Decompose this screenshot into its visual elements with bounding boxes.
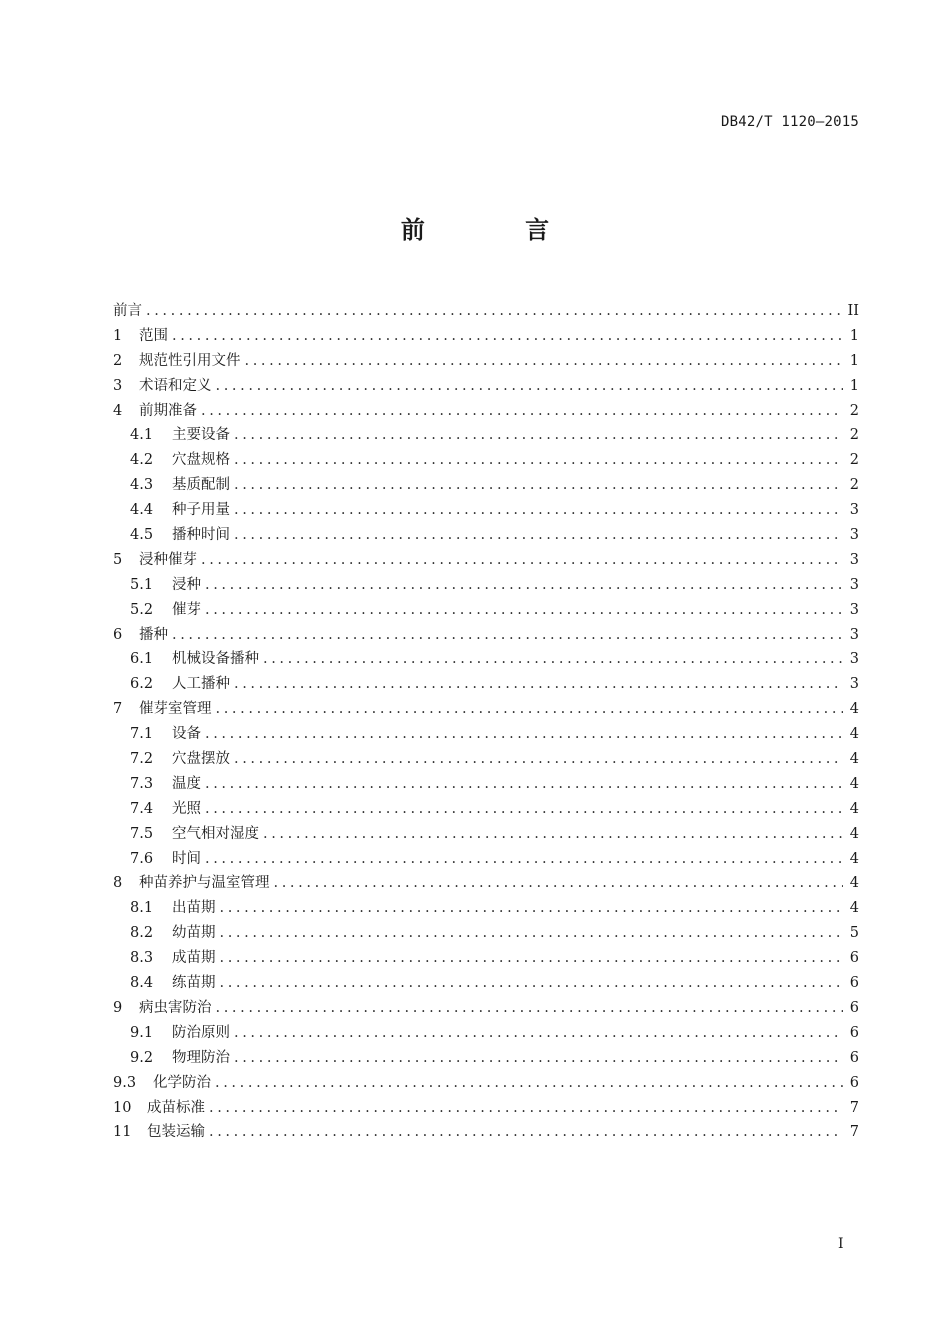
toc-entry-page: 5	[849, 925, 859, 942]
toc-entry-number: 3	[113, 377, 123, 394]
toc-dot-leader	[205, 801, 843, 817]
toc-entry-page: 6	[849, 1049, 859, 1066]
toc-dot-leader	[234, 477, 843, 493]
toc-entry-page: 6	[849, 1024, 859, 1041]
toc-entry-page: 3	[849, 502, 859, 519]
toc-entry-page: 1	[849, 327, 859, 344]
toc-dot-leader	[245, 353, 844, 369]
toc-entry-page: 1	[849, 377, 859, 394]
toc-entry-number: 8	[113, 875, 123, 892]
toc-entry-page: 3	[849, 576, 859, 593]
toc-entry-number: 4.5	[130, 527, 154, 544]
toc-entry-title: 包装运输	[147, 1124, 205, 1141]
toc-entry[interactable]	[113, 1071, 859, 1096]
toc-entry[interactable]	[113, 299, 859, 324]
toc-entry-title: 前期准备	[139, 402, 197, 419]
toc-dot-leader	[205, 577, 843, 593]
toc-entry-title: 出苗期	[172, 900, 216, 917]
toc-entry-number: 8.2	[130, 925, 154, 942]
toc-entry[interactable]	[113, 847, 859, 872]
toc-dot-leader	[234, 751, 843, 767]
toc-dot-leader	[234, 452, 843, 468]
toc-entry[interactable]	[113, 747, 859, 772]
toc-entry-number: 7.3	[130, 775, 154, 792]
toc-entry[interactable]	[113, 996, 859, 1021]
toc-entry-page: 6	[849, 999, 859, 1016]
standard-code: DB42/T 1120—2015	[720, 114, 859, 130]
toc-entry-number: 5.1	[130, 576, 154, 593]
toc-entry-number: 9.1	[130, 1024, 154, 1041]
toc-dot-leader	[263, 651, 843, 667]
toc-dot-leader	[216, 378, 844, 394]
footer-page-number: I	[838, 1236, 844, 1252]
toc-entry-page: 3	[849, 626, 859, 643]
toc-entry-title: 时间	[172, 850, 201, 867]
toc-entry-number: 5.2	[130, 601, 154, 618]
toc-entry-title: 练苗期	[172, 975, 216, 992]
toc-entry-number: 4.4	[130, 502, 154, 519]
toc-entry-page: 2	[849, 402, 859, 419]
toc-dot-leader	[201, 403, 843, 419]
toc-entry-title: 化学防治	[153, 1074, 211, 1091]
toc-entry-title: 穴盘规格	[172, 452, 230, 469]
toc-entry[interactable]	[113, 448, 859, 473]
toc-entry-number: 7	[113, 701, 123, 718]
table-of-contents	[113, 299, 859, 1145]
toc-entry-title: 光照	[172, 800, 201, 817]
toc-entry[interactable]	[113, 722, 859, 747]
toc-entry-title: 种苗养护与温室管理	[139, 875, 270, 892]
toc-entry-number: 9	[113, 999, 123, 1016]
toc-entry-number: 4.1	[130, 427, 154, 444]
toc-entry-number: 4	[113, 402, 123, 419]
toc-entry[interactable]	[113, 797, 859, 822]
toc-entry[interactable]	[113, 647, 859, 672]
toc-entry[interactable]	[113, 1120, 859, 1145]
toc-entry[interactable]	[113, 921, 859, 946]
toc-entry-number: 8.1	[130, 900, 154, 917]
toc-entry[interactable]	[113, 573, 859, 598]
toc-entry-number: 5	[113, 551, 123, 568]
toc-dot-leader	[205, 851, 843, 867]
toc-entry-page: 7	[849, 1124, 859, 1141]
toc-entry-page: 4	[849, 701, 859, 718]
toc-dot-leader	[209, 1124, 843, 1140]
toc-dot-leader	[220, 900, 844, 916]
toc-entry-page: 2	[849, 427, 859, 444]
toc-entry[interactable]	[113, 548, 859, 573]
toc-entry[interactable]	[113, 598, 859, 623]
toc-dot-leader	[263, 826, 843, 842]
toc-entry-title: 成苗期	[172, 950, 216, 967]
toc-entry[interactable]	[113, 1021, 859, 1046]
toc-dot-leader	[234, 1050, 843, 1066]
toc-entry[interactable]	[113, 697, 859, 722]
toc-entry-number: 1	[113, 327, 123, 344]
toc-entry[interactable]	[113, 672, 859, 697]
toc-entry-title: 人工播种	[172, 676, 230, 693]
toc-entry[interactable]	[113, 871, 859, 896]
toc-entry[interactable]	[113, 349, 859, 374]
toc-entry[interactable]	[113, 971, 859, 996]
toc-entry-number: 7.5	[130, 825, 154, 842]
toc-entry-number: 11	[113, 1124, 132, 1141]
toc-entry-page: 4	[849, 875, 859, 892]
toc-dot-leader	[220, 975, 844, 991]
toc-entry-number: 8.3	[130, 950, 154, 967]
toc-dot-leader	[209, 1100, 843, 1116]
toc-entry[interactable]	[113, 498, 859, 523]
toc-dot-leader	[205, 776, 843, 792]
toc-dot-leader	[234, 1025, 843, 1041]
toc-dot-leader	[205, 602, 843, 618]
toc-dot-leader	[201, 552, 843, 568]
toc-entry-title: 防治原则	[172, 1024, 230, 1041]
toc-entry-title: 病虫害防治	[139, 999, 212, 1016]
toc-entry-number: 7.1	[130, 726, 154, 743]
toc-entry-title: 种子用量	[172, 502, 230, 519]
toc-entry[interactable]	[113, 1096, 859, 1121]
toc-entry-title: 播种	[139, 626, 168, 643]
toc-entry-number: 9.3	[113, 1074, 137, 1091]
toc-entry-number: 4.3	[130, 477, 154, 494]
toc-entry-title: 成苗标准	[147, 1099, 205, 1116]
toc-entry-title: 主要设备	[172, 427, 230, 444]
toc-entry-page: 6	[849, 1074, 859, 1091]
toc-entry-page: 6	[849, 950, 859, 967]
toc-entry-number: 7.4	[130, 800, 154, 817]
toc-entry-title: 前言	[113, 303, 142, 319]
toc-entry-title: 穴盘摆放	[172, 751, 230, 768]
toc-entry-title: 物理防治	[172, 1049, 230, 1066]
toc-entry[interactable]	[113, 523, 859, 548]
toc-entry-page: 2	[849, 452, 859, 469]
toc-dot-leader	[220, 950, 844, 966]
toc-dot-leader	[172, 328, 843, 344]
toc-entry[interactable]	[113, 324, 859, 349]
toc-dot-leader	[205, 726, 843, 742]
toc-entry-page: 4	[849, 775, 859, 792]
toc-dot-leader	[146, 303, 843, 319]
toc-entry-title: 基质配制	[172, 477, 230, 494]
toc-entry-title: 播种时间	[172, 527, 230, 544]
toc-entry-number: 6.2	[130, 676, 154, 693]
toc-entry-page: 1	[849, 352, 859, 369]
toc-entry-number: 7.2	[130, 751, 154, 768]
toc-entry-page: 4	[849, 800, 859, 817]
toc-entry-title: 范围	[139, 327, 168, 344]
toc-entry-number: 6.1	[130, 651, 154, 668]
toc-dot-leader	[234, 502, 843, 518]
toc-entry-title: 浸种催芽	[139, 551, 197, 568]
toc-entry-page: 4	[849, 726, 859, 743]
toc-entry[interactable]	[113, 772, 859, 797]
toc-entry-number: 9.2	[130, 1049, 154, 1066]
toc-entry-page: 4	[849, 900, 859, 917]
toc-entry[interactable]	[113, 374, 859, 399]
toc-entry-number: 7.6	[130, 850, 154, 867]
toc-entry-title: 催芽室管理	[139, 701, 212, 718]
toc-entry-page: II	[847, 303, 859, 319]
toc-entry-title: 催芽	[172, 601, 201, 618]
toc-entry[interactable]	[113, 473, 859, 498]
toc-entry-number: 4.2	[130, 452, 154, 469]
toc-entry-page: 4	[849, 825, 859, 842]
toc-entry[interactable]	[113, 623, 859, 648]
toc-dot-leader	[216, 1000, 844, 1016]
toc-entry-number: 2	[113, 352, 123, 369]
toc-entry-title: 温度	[172, 775, 201, 792]
toc-entry-number: 8.4	[130, 975, 154, 992]
toc-dot-leader	[220, 925, 844, 941]
toc-entry-title: 浸种	[172, 576, 201, 593]
toc-entry[interactable]	[113, 822, 859, 847]
toc-entry-number: 6	[113, 626, 123, 643]
toc-dot-leader	[172, 627, 843, 643]
toc-dot-leader	[216, 701, 844, 717]
toc-entry-page: 3	[849, 551, 859, 568]
toc-entry-page: 4	[849, 751, 859, 768]
toc-entry[interactable]	[113, 1046, 859, 1071]
toc-entry[interactable]	[113, 896, 859, 921]
toc-entry-title: 机械设备播种	[172, 651, 259, 668]
page-title: 前 言	[400, 216, 596, 244]
toc-entry[interactable]	[113, 946, 859, 971]
toc-dot-leader	[234, 676, 843, 692]
toc-entry[interactable]	[113, 423, 859, 448]
toc-entry-page: 3	[849, 527, 859, 544]
toc-entry-title: 术语和定义	[139, 377, 212, 394]
toc-entry-title: 空气相对湿度	[172, 825, 259, 842]
toc-dot-leader	[234, 427, 843, 443]
toc-dot-leader	[274, 875, 844, 891]
toc-entry[interactable]	[113, 399, 859, 424]
toc-entry-number: 10	[113, 1099, 132, 1116]
toc-entry-page: 7	[849, 1099, 859, 1116]
toc-entry-page: 3	[849, 651, 859, 668]
toc-entry-page: 3	[849, 676, 859, 693]
toc-dot-leader	[215, 1075, 843, 1091]
toc-dot-leader	[234, 527, 843, 543]
toc-entry-title: 规范性引用文件	[139, 352, 241, 369]
toc-entry-title: 幼苗期	[172, 925, 216, 942]
toc-entry-page: 2	[849, 477, 859, 494]
toc-entry-page: 6	[849, 975, 859, 992]
toc-entry-title: 设备	[172, 726, 201, 743]
toc-entry-page: 4	[849, 850, 859, 867]
toc-entry-page: 3	[849, 601, 859, 618]
